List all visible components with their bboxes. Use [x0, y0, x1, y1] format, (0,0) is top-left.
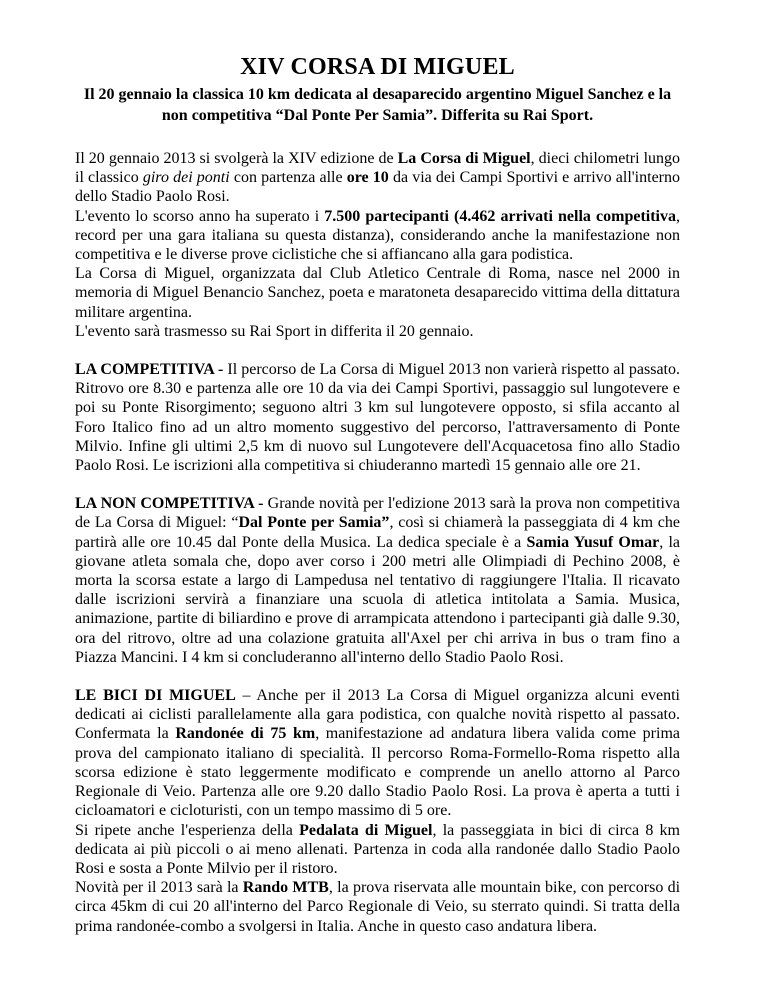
intro-text: da via dei Campi Sportivi e arrivo all'interno dello Stadio Paolo Rosi. [75, 169, 680, 206]
bici-text: , la prova riservata alle mountain bike, con percorso di circa 45km di cui 20 all'interno del Parco Regionale di Veio, su sterrato quindi. Si tratta della prima randonée-combo a svolgersi in Italia. Anche in questo caso andatura libera. [75, 879, 681, 935]
non-competitiva-text: , così si chiamerà la passeggiata di 4 km che partirà alle ore 10.45 dal Ponte della Musica. La dedica speciale è a [75, 514, 681, 551]
bici-text: Novità per il 2013 sarà la [75, 879, 243, 897]
bici-text: , manifestazione ad andatura libera valida come prima prova del campionato italiano di specialità. Il percorso Roma-Formello-Roma rispetto alla scorsa edizione è stato leggermente modificato e comprende un anello attorno al Parco Regionale di Veio. Partenza alle ore 9.20 dallo Stadio Paolo Rosi. La prova è aperta a tutti i cicloamatori e cicloturisti, con un tempo massimo di 5 ore. [75, 725, 680, 820]
intro-text: L'evento lo scorso anno ha superato i [75, 207, 325, 225]
start-time: ore 10 [346, 169, 389, 187]
non-competitiva-text: , la giovane atleta somala che, dopo aver corso i 200 metri alle Olimpiadi di Pechino 2008, è morta la scorsa estate a largo di Lampedusa nel tentativo di raggiungere l'Italia. Il ricavato dalle iscrizioni servirà a finanziare una scuola di atletica intitolata a Samia. Musica, animazione, partite di biliardino e prove di arrampicata attendono i partecipanti già dalle 9.30, ora del ritrovo, oltre ad una colazione gratuita all'Axel per chi arriva in bus o tram fino a Piazza Mancini. I 4 km si concluderanno all'interno dello Stadio Paolo Rosi. [75, 533, 680, 666]
competitiva-heading: LA COMPETITIVA - [75, 361, 224, 379]
event-name: La Corsa di Miguel [397, 150, 531, 167]
non-competitiva-section [75, 494, 680, 667]
bici-text: – Anche per il 2013 La Corsa di Miguel organizza alcuni eventi dedicati ai ciclisti parallelamente alla gara podistica, con qualche novità rispetto al passato. Confermata la [75, 687, 681, 743]
bici-heading: LE BICI DI MIGUEL [75, 687, 236, 705]
document-subtitle: Il 20 gennaio la classica 10 km dedicata al desaparecido argentino Miguel Sanchez e la non competitiva “Dal Ponte Per Samia”. Differita su Rai Sport. [83, 86, 672, 124]
giro-dei-ponti: giro dei ponti [142, 169, 230, 187]
bici-text: , la passeggiata in bici di circa 8 km dedicata ai più piccoli o ai meno allenati. Partenza in coda alla randonée dallo Stadio Paolo Rosi e sosta a Ponte Milvio per il ristoro. [75, 821, 681, 877]
intro-text: con partenza alle [229, 169, 347, 187]
intro-paragraph-2 [75, 207, 680, 265]
randonee-name: Randonée di 75 km [175, 725, 316, 743]
pedalata-name: Pedalata di Miguel [299, 821, 433, 839]
walk-name: Dal Ponte per Samia” [238, 514, 390, 532]
bici-paragraph-1 [75, 686, 680, 820]
rando-mtb-name: Rando MTB [242, 879, 329, 897]
intro-paragraph-4: L'evento sarà trasmesso su Rai Sport in differita il 20 gennaio. [75, 322, 474, 340]
bici-paragraph-3 [75, 878, 680, 936]
bici-text: Si ripete anche l'esperienza della [75, 821, 300, 839]
samia-name: Samia Yusuf Omar [526, 533, 660, 551]
non-competitiva-heading: LA NON COMPETITIVA - [75, 495, 264, 513]
intro-paragraph-3: La Corsa di Miguel, organizzata dal Club Atletico Centrale di Roma, nasce nel 2000 in memoria di Miguel Benancio Sanchez, poeta e maratoneta desaparecido vittima della dittatura militare argentina. [75, 265, 680, 321]
intro-text: , dieci chilometri lungo il classico [75, 150, 681, 187]
non-competitiva-text: Grande novità per l'edizione 2013 sarà la prova non competitiva de La Corsa di Miguel: “ [75, 495, 681, 532]
intro-text: , record per una gara italiana su questa distanza), considerando anche la manifestazione non competitiva e le diverse prove ciclistiche che si affiancano alla gara podistica. [75, 207, 681, 264]
competitiva-section [75, 360, 680, 475]
intro-paragraph-1 [75, 149, 680, 207]
intro-text: Il 20 gennaio 2013 si svolgerà la XIV edizione de [75, 150, 398, 167]
participants-record: 7.500 partecipanti (4.462 arrivati nella competitiva [324, 207, 677, 225]
competitiva-text: Il percorso de La Corsa di Miguel 2013 non varierà rispetto al passato. Ritrovo ore 8.30 e partenza alle ore 10 da via dei Campi Sportivi, passaggio sul lungotevere e poi su Ponte Risorgimento; seguono altri 3 km sul lungotevere opposto, si sfila accanto al Foro Italico fino ad un altro momento suggestivo del percorso, l'attraversamento di Ponte Milvio. Infine gli ultimi 2,5 km di nuovo sul Lungotevere dell'Acquacetosa fino allo Stadio Paolo Rosi. Le iscrizioni alla competitiva si chiuderanno martedì 15 gennaio alle ore 21. [75, 361, 680, 475]
bici-paragraph-2 [75, 821, 680, 879]
document-title: XIV CORSA DI MIGUEL [240, 54, 515, 80]
